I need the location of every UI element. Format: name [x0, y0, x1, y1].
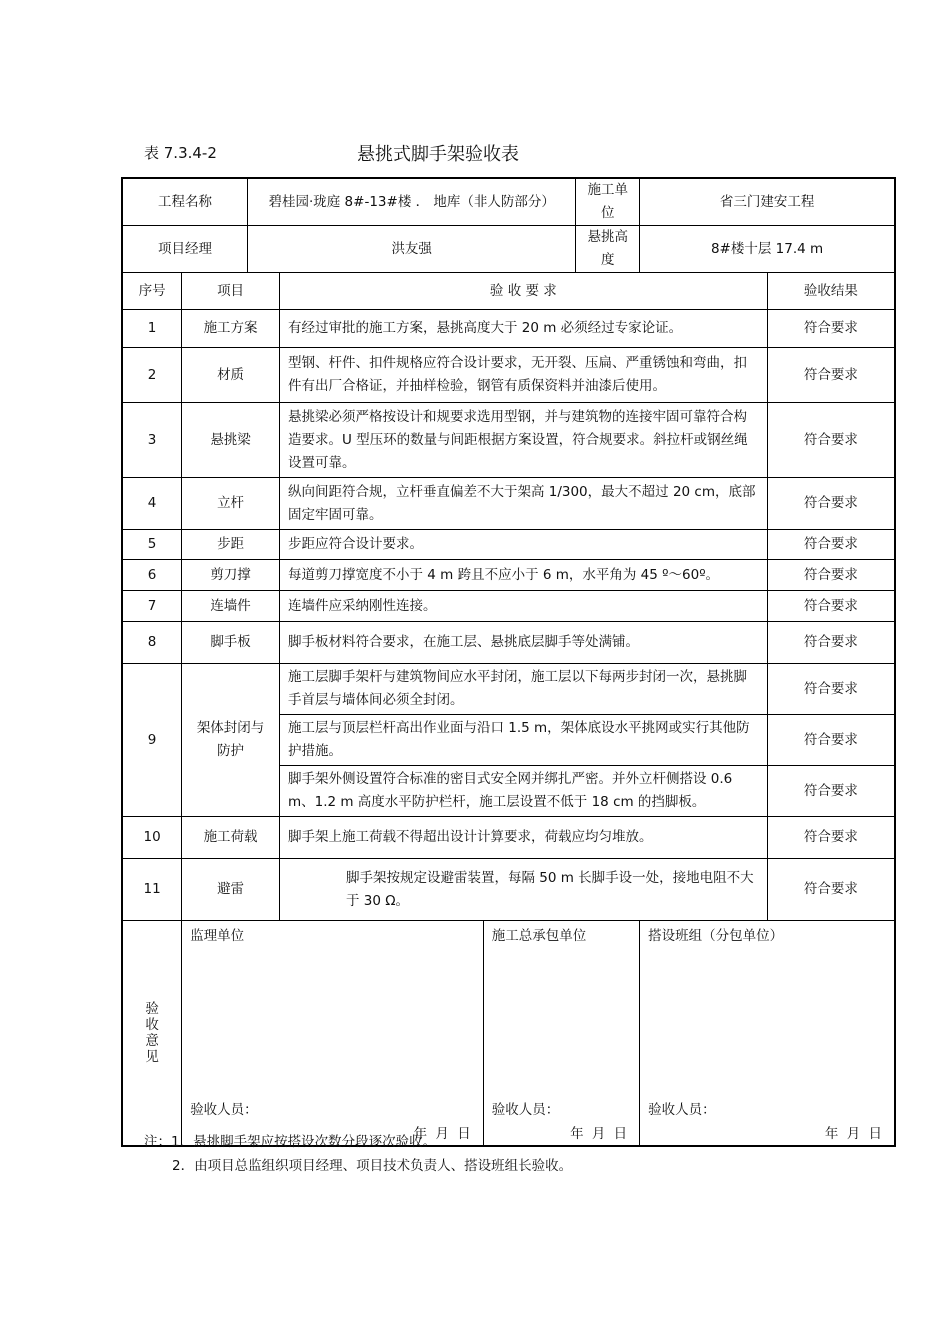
row-item: 剪刀撑	[182, 560, 280, 591]
row-requirement: 脚手架外侧设置符合标准的密目式安全网并绑扎严密。并外立杆侧搭设 0.6 m、1.2 m 高度水平防护栏杆，施工层设置不低于 18 cm 的挡脚板。	[279, 766, 767, 817]
row-requirement: 悬挑梁必须严格按设计和规要求选用型钢，并与建筑物的连接牢固可靠符合构造要求。U 型压环的数量与间距根据方案设置，符合规要求。斜拉杆或钢丝绳设置可靠。	[279, 403, 767, 478]
col-no-header: 序号	[122, 273, 182, 310]
row-item: 步距	[182, 530, 280, 560]
row-item-line1: 架体封闭与	[196, 720, 265, 736]
height-value: 8#楼十层 17.4 m	[640, 226, 895, 273]
row-result: 符合要求	[767, 478, 895, 530]
table-row	[122, 591, 895, 622]
row-item: 施工方案	[182, 310, 280, 348]
table-row	[122, 664, 895, 715]
inspector-label: 验收人员：	[648, 1102, 716, 1118]
row-requirement: 纵向间距符合规，立杆垂直偏差不大于架高 1/300，最大不超过 20 cm，底部固定牢固可靠。	[279, 478, 767, 530]
acceptance-table	[121, 177, 896, 1147]
row-no: 8	[122, 622, 182, 664]
inspector-label: 验收人员：	[190, 1102, 258, 1118]
row-no: 11	[122, 859, 182, 921]
row-result: 符合要求	[767, 403, 895, 478]
row-requirement: 脚手架按规定设避雷装置，每隔 50 m 长脚手设一处，接地电阻不大于 30 Ω。	[279, 859, 767, 921]
row-no: 6	[122, 560, 182, 591]
row-item: 脚手板	[182, 622, 280, 664]
height-label: 悬挑高度	[576, 226, 640, 273]
table-row	[122, 560, 895, 591]
date-label: 年 月 日	[413, 1126, 473, 1142]
row-result: 符合要求	[767, 591, 895, 622]
table-row	[122, 622, 895, 664]
row-no: 5	[122, 530, 182, 560]
row-result: 符合要求	[767, 859, 895, 921]
row-item-line2: 防护	[217, 743, 245, 759]
construction-unit-value: 省三门建安工程	[640, 178, 895, 226]
row-result: 符合要求	[767, 310, 895, 348]
row-item	[182, 664, 280, 817]
table-row	[122, 530, 895, 560]
table-row	[122, 817, 895, 859]
row-item: 材质	[182, 348, 280, 403]
project-name-value: 碧桂园·珑庭 8#-13#楼 ． 地库（非人防部分）	[248, 178, 576, 226]
row-requirement: 连墙件应采纳刚性连接。	[279, 591, 767, 622]
row-requirement: 施工层与顶层栏杆高出作业面与沿口 1.5 m，架体底设水平挑网或实行其他防护措施。	[279, 715, 767, 766]
row-item: 避雷	[182, 859, 280, 921]
col-result-header: 验收结果	[767, 273, 895, 310]
row-result: 符合要求	[767, 766, 895, 817]
project-name-label: 工程名称	[122, 178, 248, 226]
opinion-row	[122, 921, 895, 1146]
row-no: 10	[122, 817, 182, 859]
row-result: 符合要求	[767, 530, 895, 560]
row-no: 1	[122, 310, 182, 348]
manager-label: 项目经理	[122, 226, 248, 273]
date-label: 年 月 日	[824, 1126, 884, 1142]
table-row	[122, 310, 895, 348]
table-row	[122, 478, 895, 530]
contractor-label: 施工总承包单位	[491, 928, 587, 944]
team-sign-area[interactable]	[640, 921, 895, 1146]
opinion-label	[122, 921, 182, 1146]
row-requirement: 步距应符合设计要求。	[279, 530, 767, 560]
row-no: 9	[122, 664, 182, 817]
row-no: 2	[122, 348, 182, 403]
opinion-char: 意	[145, 1032, 159, 1049]
row-requirement: 脚手板材料符合要求，在施工层、悬挑底层脚手等处满铺。	[279, 622, 767, 664]
row-requirement: 施工层脚手架杆与建筑物间应水平封闭，施工层以下每两步封闭一次，悬挑脚手首层与墙体间必须全封闭。	[279, 664, 767, 715]
row-item: 立杆	[182, 478, 280, 530]
row-result: 符合要求	[767, 664, 895, 715]
opinion-char: 见	[145, 1048, 159, 1065]
info-row-1	[122, 178, 895, 226]
supervision-sign-area[interactable]	[182, 921, 484, 1146]
row-requirement: 有经过审批的施工方案，悬挑高度大于 20 m 必须经过专家论证。	[279, 310, 767, 348]
opinion-char: 收	[145, 1016, 159, 1033]
notes	[144, 1130, 572, 1178]
table-row	[122, 859, 895, 921]
supervision-label: 监理单位	[190, 928, 245, 944]
col-req-header: 验 收 要 求	[279, 273, 767, 310]
note-2: 2．由项目总监组织项目经理、项目技术负责人、搭设班组长验收。	[172, 1158, 573, 1174]
table-row	[122, 348, 895, 403]
info-row-2	[122, 226, 895, 273]
table-number: 表 7.3.4-2	[144, 144, 217, 162]
row-no: 4	[122, 478, 182, 530]
page-title: 悬挑式脚手架验收表	[357, 144, 519, 165]
row-result: 符合要求	[767, 560, 895, 591]
row-item: 施工荷载	[182, 817, 280, 859]
row-item: 悬挑梁	[182, 403, 280, 478]
contractor-sign-area[interactable]	[483, 921, 639, 1146]
note-1: 注：1．悬挑脚手架应按搭设次数分段逐次验收。	[144, 1134, 437, 1150]
row-requirement: 每道剪刀撑宽度不小于 4 m 跨且不应小于 6 m，水平角为 45 º～60º。	[279, 560, 767, 591]
team-label: 搭设班组（分包单位）	[648, 928, 784, 944]
col-item-header: 项目	[182, 273, 280, 310]
row-result: 符合要求	[767, 622, 895, 664]
construction-unit-label: 施工单位	[576, 178, 640, 226]
row-result: 符合要求	[767, 817, 895, 859]
row-requirement: 脚手架上施工荷载不得超出设计计算要求，荷载应均匀堆放。	[279, 817, 767, 859]
row-no: 7	[122, 591, 182, 622]
column-header-row	[122, 273, 895, 310]
inspector-label: 验收人员：	[491, 1102, 560, 1118]
row-result: 符合要求	[767, 715, 895, 766]
opinion-char: 验	[145, 1000, 159, 1017]
row-requirement: 型钢、杆件、扣件规格应符合设计要求，无开裂、压扁、严重锈蚀和弯曲，扣件有出厂合格证，并抽样检验，钢管有质保资料并油漆后使用。	[279, 348, 767, 403]
row-result: 符合要求	[767, 348, 895, 403]
date-label: 年 月 日	[570, 1126, 630, 1142]
table-row	[122, 403, 895, 478]
row-item: 连墙件	[182, 591, 280, 622]
row-no: 3	[122, 403, 182, 478]
manager-value: 洪友强	[248, 226, 576, 273]
